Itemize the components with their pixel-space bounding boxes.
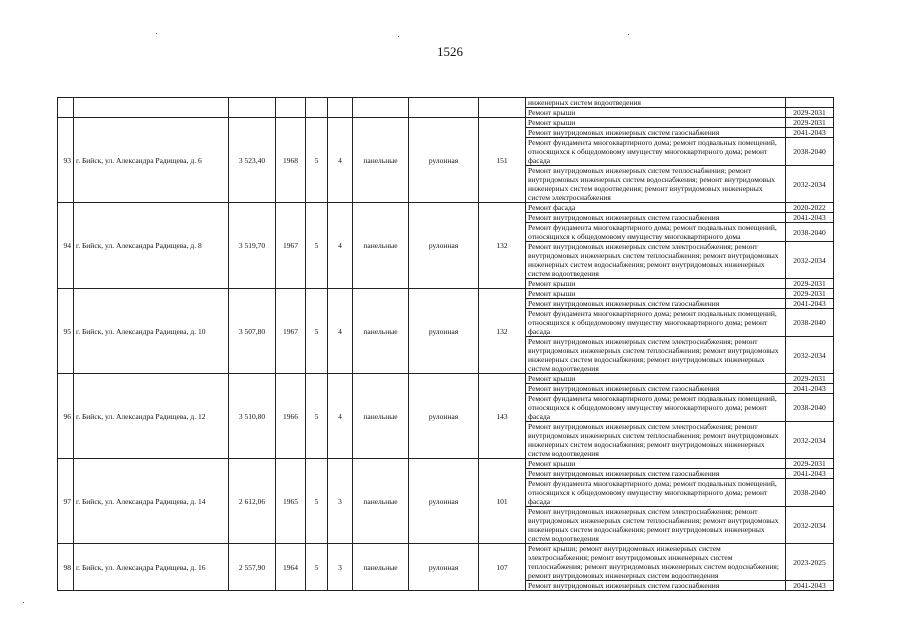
year-built-cell: 1966: [276, 374, 306, 459]
area-cell: [229, 98, 276, 118]
residents-count-cell: 132: [479, 203, 526, 289]
area-cell: 3 523,40: [229, 118, 276, 203]
row-number-cell: 94: [58, 203, 74, 289]
roof-type-cell: рулонная: [409, 203, 479, 289]
scan-speck: [23, 602, 24, 603]
wall-material-cell: панельные: [353, 203, 409, 289]
row-number-cell: 98: [58, 544, 74, 591]
area-cell: 2 612,06: [229, 459, 276, 544]
work-description-cell: Ремонт фундамента многоквартирного дома; ремонт подвальных помещений, относящихся к общедомовому имуществу многоквартирного дома; ремонт фасада: [526, 479, 786, 507]
work-description-cell: Ремонт внутридомовых инженерных систем газоснабжения: [526, 299, 786, 309]
roof-type-cell: рулонная: [409, 544, 479, 591]
roof-type-cell: рулонная: [409, 118, 479, 203]
repair-period-cell: [786, 98, 834, 108]
repair-period-cell: 2032-2034: [786, 337, 834, 374]
repair-period-cell: 2029-2031: [786, 374, 834, 384]
repair-period-cell: 2029-2031: [786, 118, 834, 128]
address-cell: [74, 98, 229, 118]
repair-period-cell: 2023-2025: [786, 544, 834, 581]
work-description-cell: Ремонт внутридомовых инженерных систем газоснабжения: [526, 384, 786, 394]
address-cell: г. Бийск, ул. Александра Радищева, д. 10: [74, 289, 229, 374]
repair-period-cell: 2041-2043: [786, 213, 834, 223]
address-cell: г. Бийск, ул. Александра Радищева, д. 8: [74, 203, 229, 289]
entrances-cell: 4: [328, 289, 353, 374]
row-number-cell: 95: [58, 289, 74, 374]
work-description-cell: Ремонт внутридомовых инженерных систем газоснабжения: [526, 469, 786, 479]
floors-cell: 5: [306, 374, 328, 459]
work-description-cell: Ремонт внутридомовых инженерных систем электроснабжения; ремонт внутридомовых инженерных систем теплоснабжения; ремонт внутридомовых инженерных систем водоснабжения; ремонт внутридомовых инженерных систем водоотведения: [526, 422, 786, 459]
table-row: [58, 544, 834, 581]
table-row: [58, 459, 834, 469]
table-row: [58, 374, 834, 384]
page-number: 1526: [437, 44, 463, 59]
wall-material-cell: панельные: [353, 544, 409, 591]
floors-cell: 5: [306, 459, 328, 544]
work-description-cell: Ремонт внутридомовых инженерных систем электроснабжения; ремонт внутридомовых инженерных систем теплоснабжения; ремонт внутридомовых инженерных систем водоснабжения; ремонт внутридомовых инженерных систем водоотведения: [526, 507, 786, 544]
residents-count-cell: 143: [479, 374, 526, 459]
floors-cell: 5: [306, 289, 328, 374]
repair-period-cell: 2038-2040: [786, 394, 834, 422]
entrances-cell: [328, 98, 353, 118]
row-number-cell: [58, 98, 74, 118]
work-description-cell: Ремонт внутридомовых инженерных систем газоснабжения: [526, 128, 786, 138]
repair-period-cell: 2041-2043: [786, 299, 834, 309]
address-cell: г. Бийск, ул. Александра Радищева, д. 14: [74, 459, 229, 544]
table-row: [58, 289, 834, 299]
work-description-cell: Ремонт фундамента многоквартирного дома; ремонт подвальных помещений, относящихся к общедомовому имуществу многоквартирного дома; ремонт фасада: [526, 309, 786, 337]
table-body: [58, 98, 834, 591]
roof-type-cell: рулонная: [409, 374, 479, 459]
table-row: [58, 118, 834, 128]
work-description-cell: Ремонт фундамента многоквартирного дома; ремонт подвальных помещений, относящихся к общедомовому имуществу многоквартирного дома; ремонт фасада: [526, 138, 786, 166]
area-cell: 2 557,90: [229, 544, 276, 591]
repair-period-cell: 2041-2043: [786, 469, 834, 479]
year-built-cell: 1965: [276, 459, 306, 544]
residents-count-cell: 132: [479, 289, 526, 374]
address-cell: г. Бийск, ул. Александра Радищева, д. 6: [74, 118, 229, 203]
work-description-cell: Ремонт фасада: [526, 203, 786, 213]
table-row: [58, 98, 834, 108]
residents-count-cell: 107: [479, 544, 526, 591]
entrances-cell: 4: [328, 118, 353, 203]
roof-type-cell: рулонная: [409, 459, 479, 544]
scan-speck: [628, 34, 629, 35]
scan-speck: [156, 33, 157, 34]
row-number-cell: 93: [58, 118, 74, 203]
scan-speck: [398, 36, 399, 37]
work-description-cell: Ремонт крыши: [526, 289, 786, 299]
year-built-cell: 1967: [276, 203, 306, 289]
roof-type-cell: [409, 98, 479, 118]
residents-count-cell: 101: [479, 459, 526, 544]
work-description-cell: Ремонт фундамента многоквартирного дома; ремонт подвальных помещений, относящихся к общедомовому имуществу многоквартирного дома: [526, 223, 786, 242]
entrances-cell: 4: [328, 374, 353, 459]
work-description-cell: Ремонт крыши: [526, 279, 786, 289]
wall-material-cell: панельные: [353, 459, 409, 544]
work-description-cell: Ремонт крыши: [526, 459, 786, 469]
work-description-cell: Ремонт крыши: [526, 108, 786, 118]
work-description-cell: Ремонт крыши: [526, 374, 786, 384]
repair-period-cell: 2032-2034: [786, 507, 834, 544]
wall-material-cell: панельные: [353, 118, 409, 203]
repair-period-cell: 2041-2043: [786, 384, 834, 394]
floors-cell: 5: [306, 203, 328, 289]
row-number-cell: 96: [58, 374, 74, 459]
roof-type-cell: рулонная: [409, 289, 479, 374]
repair-period-cell: 2032-2034: [786, 242, 834, 279]
repair-period-cell: 2029-2031: [786, 289, 834, 299]
address-cell: г. Бийск, ул. Александра Радищева, д. 12: [74, 374, 229, 459]
floors-cell: 5: [306, 118, 328, 203]
year-built-cell: 1964: [276, 544, 306, 591]
repair-period-cell: 2038-2040: [786, 309, 834, 337]
repair-schedule-table: [57, 97, 834, 591]
entrances-cell: 3: [328, 544, 353, 591]
work-description-cell: Ремонт внутридомовых инженерных систем электроснабжения; ремонт внутридомовых инженерных систем теплоснабжения; ремонт внутридомовых инженерных систем водоснабжения; ремонт внутридомовых инженерных систем водоотведения: [526, 242, 786, 279]
floors-cell: [306, 98, 328, 118]
entrances-cell: 3: [328, 459, 353, 544]
work-description-cell: Ремонт крыши; ремонт внутридомовых инженерных систем электроснабжения; ремонт внутридомовых инженерных систем теплоснабжения; ремонт внутридомовых инженерных систем водоснабжения; ремонт внутридомовых инженерных систем водоотведения: [526, 544, 786, 581]
repair-period-cell: 2032-2034: [786, 422, 834, 459]
repair-period-cell: 2029-2031: [786, 108, 834, 118]
repair-period-cell: 2020-2022: [786, 203, 834, 213]
year-built-cell: 1968: [276, 118, 306, 203]
work-description-cell: инженерных систем водоотведения: [526, 98, 786, 108]
work-description-cell: Ремонт внутридомовых инженерных систем газоснабжения: [526, 213, 786, 223]
repair-period-cell: 2038-2040: [786, 479, 834, 507]
residents-count-cell: 151: [479, 118, 526, 203]
area-cell: 3 507,80: [229, 289, 276, 374]
row-number-cell: 97: [58, 459, 74, 544]
repair-period-cell: 2029-2031: [786, 279, 834, 289]
repair-period-cell: 2038-2040: [786, 223, 834, 242]
wall-material-cell: панельные: [353, 374, 409, 459]
repair-period-cell: 2041-2043: [786, 581, 834, 591]
address-cell: г. Бийск, ул. Александра Радищева, д. 16: [74, 544, 229, 591]
wall-material-cell: панельные: [353, 289, 409, 374]
repair-period-cell: 2041-2043: [786, 128, 834, 138]
repair-period-cell: 2029-2031: [786, 459, 834, 469]
area-cell: 3 519,70: [229, 203, 276, 289]
year-built-cell: [276, 98, 306, 118]
wall-material-cell: [353, 98, 409, 118]
repair-period-cell: 2032-2034: [786, 166, 834, 203]
entrances-cell: 4: [328, 203, 353, 289]
residents-count-cell: [479, 98, 526, 118]
work-description-cell: Ремонт внутридомовых инженерных систем электроснабжения; ремонт внутридомовых инженерных систем теплоснабжения; ремонт внутридомовых инженерных систем водоснабжения; ремонт внутридомовых инженерных систем водоотведения: [526, 337, 786, 374]
work-description-cell: Ремонт крыши: [526, 118, 786, 128]
work-description-cell: Ремонт внутридомовых инженерных систем газоснабжения: [526, 581, 786, 591]
work-description-cell: Ремонт внутридомовых инженерных систем теплоснабжения; ремонт внутридомовых инженерных систем водоснабжения; ремонт внутридомовых инженерных систем водоотведения; ремонт внутридомовых инженерных систем электроснабжения: [526, 166, 786, 203]
table-row: [58, 203, 834, 213]
area-cell: 3 510,80: [229, 374, 276, 459]
repair-period-cell: 2038-2040: [786, 138, 834, 166]
year-built-cell: 1967: [276, 289, 306, 374]
work-description-cell: Ремонт фундамента многоквартирного дома; ремонт подвальных помещений, относящихся к общедомовому имуществу многоквартирного дома; ремонт фасада: [526, 394, 786, 422]
floors-cell: 5: [306, 544, 328, 591]
